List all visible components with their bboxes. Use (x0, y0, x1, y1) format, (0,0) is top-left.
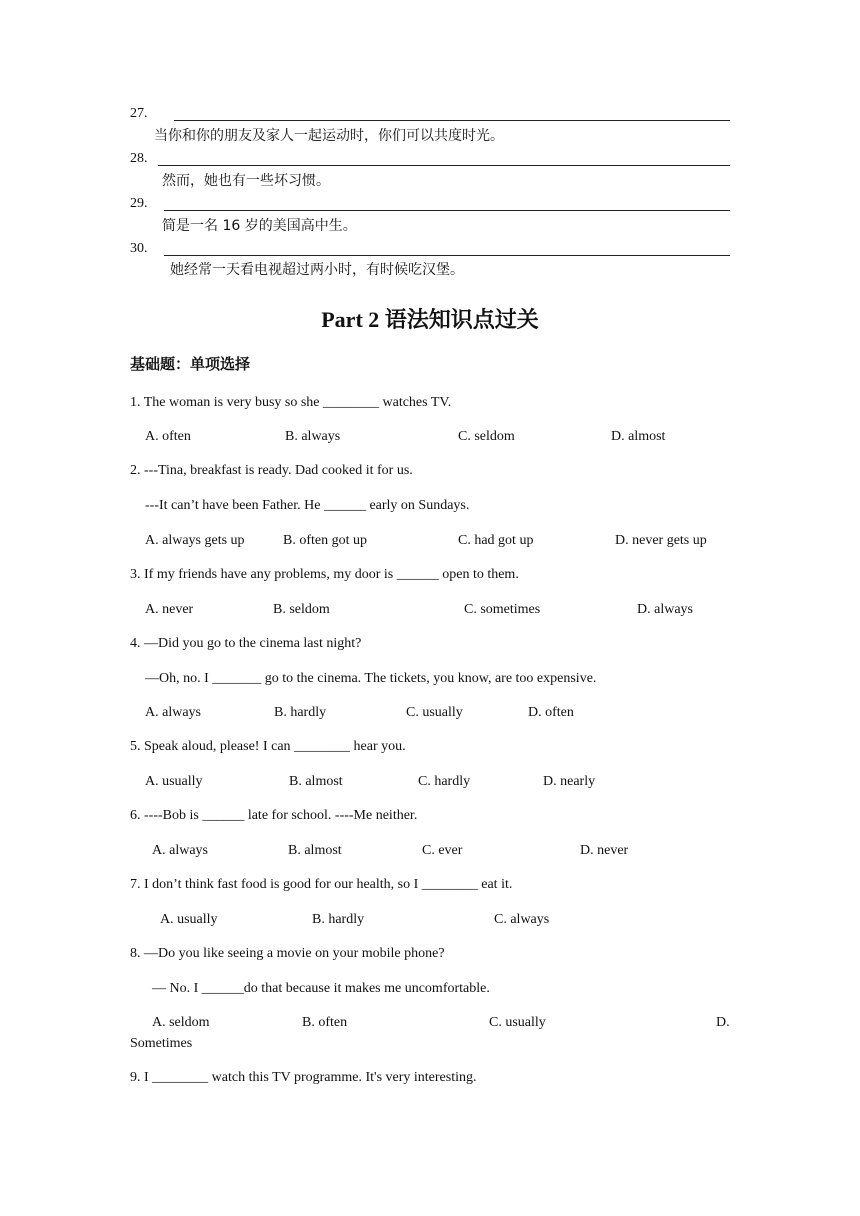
q8-option-c[interactable]: C. usually (489, 1015, 546, 1030)
q6-option-b[interactable]: B. almost (288, 843, 342, 858)
chinese-prompt-30: 她经常一天看电视超过两小时，有时候吃汉堡。 (170, 262, 464, 278)
q7-option-a[interactable]: A. usually (160, 912, 218, 927)
chinese-prompt-27: 当你和你的朋友及家人一起运动时，你们可以共度时光。 (154, 128, 504, 144)
q8-option-a[interactable]: A. seldom (152, 1015, 210, 1030)
q5-option-d[interactable]: D. nearly (543, 774, 596, 789)
q2-option-c[interactable]: C. had got up (458, 533, 534, 548)
question-6-stem: 6. ----Bob is ______ late for school. ----Me neither. (130, 808, 418, 823)
answer-line-30[interactable] (164, 255, 730, 256)
q6-option-a[interactable]: A. always (152, 843, 208, 858)
q1-option-a[interactable]: A. often (145, 429, 191, 444)
question-1-stem: 1. The woman is very busy so she ________ watches TV. (130, 395, 452, 410)
q3-option-a[interactable]: A. never (145, 602, 194, 617)
q5-option-c[interactable]: C. hardly (418, 774, 471, 789)
answer-line-29[interactable] (164, 210, 730, 211)
q6-option-c[interactable]: C. ever (422, 843, 463, 858)
item-number-30: 30. (130, 241, 148, 256)
q1-option-b[interactable]: B. always (285, 429, 341, 444)
q1-option-d[interactable]: D. almost (611, 429, 666, 444)
q2-option-b[interactable]: B. often got up (283, 533, 367, 548)
q4-option-b[interactable]: B. hardly (274, 705, 327, 720)
question-9-stem: 9. I ________ watch this TV programme. It's very interesting. (130, 1070, 477, 1085)
question-2-stem-line2: ---It can’t have been Father. He ______ early on Sundays. (145, 498, 470, 513)
question-2-stem: 2. ---Tina, breakfast is ready. Dad cooked it for us. (130, 463, 413, 478)
q2-option-a[interactable]: A. always gets up (145, 533, 245, 548)
q3-option-b[interactable]: B. seldom (273, 602, 330, 617)
part-title: Part 2 语法知识点过关 (321, 307, 539, 332)
question-4-stem-line2: —Oh, no. I _______ go to the cinema. The tickets, you know, are too expensive. (145, 671, 597, 686)
q4-option-a[interactable]: A. always (145, 705, 201, 720)
q5-option-a[interactable]: A. usually (145, 774, 203, 789)
chinese-prompt-29: 简是一名 16 岁的美国高中生。 (162, 218, 357, 234)
item-number-28: 28. (130, 151, 148, 166)
q8-option-d-label[interactable]: D. (716, 1015, 730, 1030)
q6-option-d[interactable]: D. never (580, 843, 629, 858)
q8-option-b[interactable]: B. often (302, 1015, 348, 1030)
question-7-stem: 7. I don’t think fast food is good for our health, so I ________ eat it. (130, 877, 513, 892)
q5-option-b[interactable]: B. almost (289, 774, 343, 789)
q8-option-d-text[interactable]: Sometimes (130, 1036, 193, 1051)
question-8-stem: 8. —Do you like seeing a movie on your mobile phone? (130, 946, 445, 961)
question-4-stem: 4. —Did you go to the cinema last night? (130, 636, 362, 651)
q4-option-c[interactable]: C. usually (406, 705, 463, 720)
answer-line-27[interactable] (174, 120, 730, 121)
answer-line-28[interactable] (158, 165, 730, 166)
question-3-stem: 3. If my friends have any problems, my door is ______ open to them. (130, 567, 519, 582)
q4-option-d[interactable]: D. often (528, 705, 574, 720)
section-heading: 基础题：单项选择 (130, 355, 251, 373)
item-number-29: 29. (130, 196, 148, 211)
q7-option-b[interactable]: B. hardly (312, 912, 365, 927)
q1-option-c[interactable]: C. seldom (458, 429, 515, 444)
q7-option-c[interactable]: C. always (494, 912, 550, 927)
q2-option-d[interactable]: D. never gets up (615, 533, 707, 548)
q3-option-d[interactable]: D. always (637, 602, 693, 617)
chinese-prompt-28: 然而，她也有一些坏习惯。 (162, 173, 330, 189)
question-8-stem-line2: — No. I ______do that because it makes me uncomfortable. (152, 981, 490, 996)
q3-option-c[interactable]: C. sometimes (464, 602, 541, 617)
item-number-27: 27. (130, 106, 148, 121)
question-5-stem: 5. Speak aloud, please! I can ________ hear you. (130, 739, 406, 754)
